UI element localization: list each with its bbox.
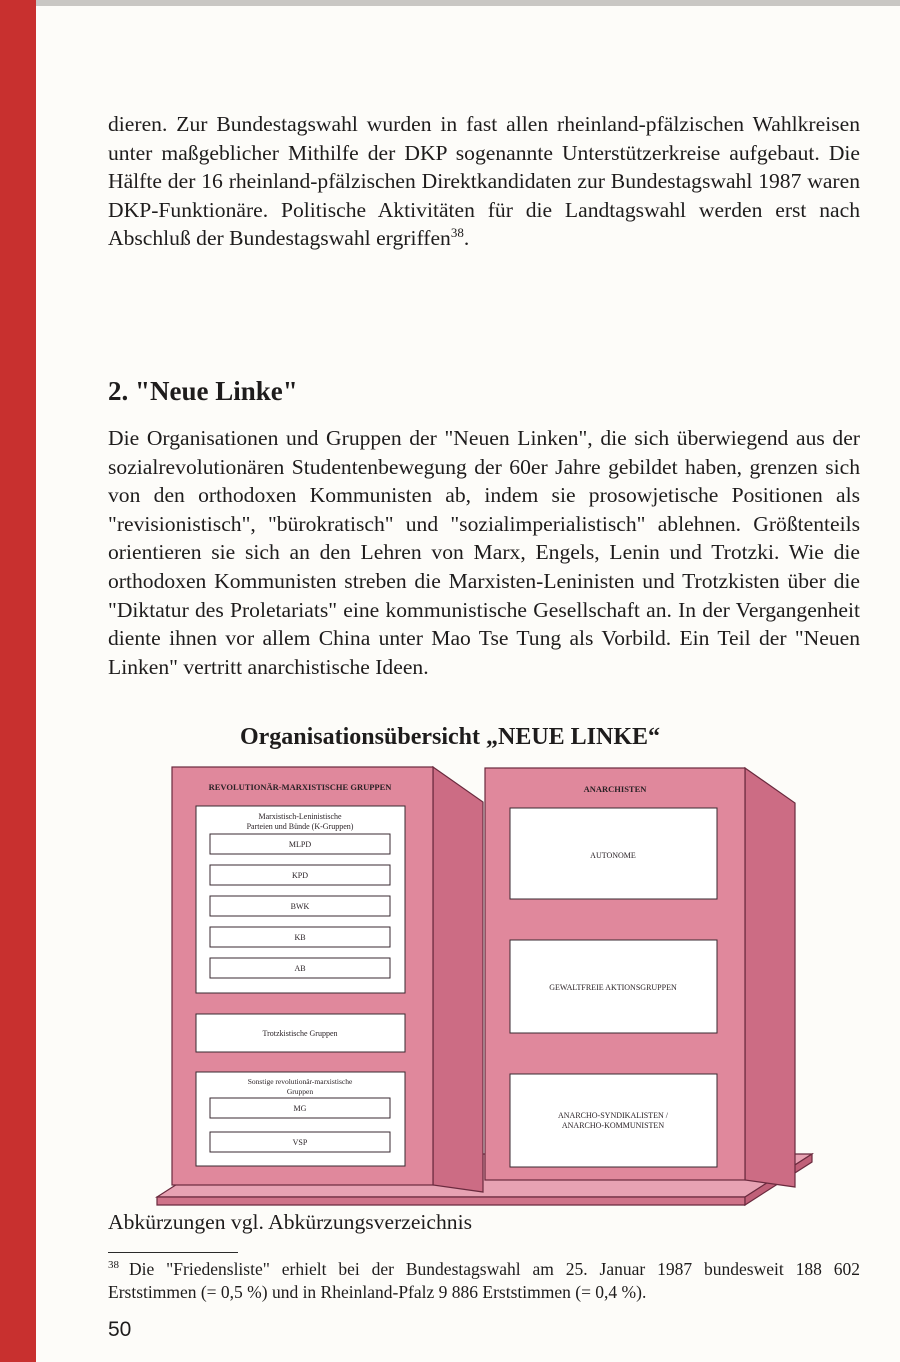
- ml-item-label: BWK: [290, 902, 310, 911]
- footnote-number: 38: [108, 1259, 119, 1272]
- page-number: 50: [108, 1318, 132, 1341]
- other-group-label-2: Gruppen: [286, 1087, 314, 1096]
- gewaltfreie-label: GEWALTFREIE AKTIONSGRUPPEN: [549, 983, 677, 992]
- footnote: [108, 1258, 860, 1304]
- base-front: [157, 1197, 745, 1205]
- left-block-side: [433, 767, 483, 1192]
- ml-group-label-2: Parteien und Bünde (K-Gruppen): [246, 822, 354, 831]
- paragraph-2: Die Organisationen und Gruppen der "Neuen Linken", die sich überwiegend aus der sozialrevolutionären Studentenbewegung der 60er Jahre gebildet haben, grenzen sich von den orthodoxen Kommunisten ab, indem sie prosowjetische Positionen als "revisionistisch", "bürokratisch" und "sozialimperialistisch" ablehnen. Größtenteils orientieren sie sich an den Lehren von Marx, Engels, Lenin und Trotzki. Wie die orthodoxen Kommunisten streben die Marxisten-Leninisten und Trotzkisten über die "Diktatur des Proletariats" eine kommunistische Gesellschaft an. In der Vergangenheit diente ihnen vor allem China unter Mao Tse Tung als Vorbild. Ein Teil der "Neuen Linken" vertritt anarchistische Ideen.: [108, 426, 860, 679]
- footnote-text: Die "Friedensliste" erhielt bei der Bundestagswahl am 25. Januar 1987 bundesweit 188 602 Erststimmen (= 0,5 %) und in Rheinland-Pfalz 9 886 Erststimmen (= 0,4 %).: [108, 1259, 860, 1302]
- figure-caption: Abkürzungen vgl. Abkürzungsverzeichnis: [108, 1210, 473, 1234]
- section-heading: 2. "Neue Linke": [108, 376, 298, 406]
- ml-item-label: KPD: [291, 871, 309, 880]
- autonome-label: AUTONOME: [590, 851, 636, 860]
- ml-item-label: AB: [294, 964, 306, 973]
- paragraph-1: dieren. Zur Bundestagswahl wurden in fast allen rheinland-pfälzischen Wahlkreisen unter maßgeblicher Mithilfe der DKP sogenannte Unterstützerkreise aufgebaut. Die Hälfte der 16 rheinland-pfälzischen Direktkandidaten zur Bundestagswahl 1987 waren DKP-Funktionäre. Politische Aktivitäten für die Landtagswahl werden erst nach Abschluß der Bundestagswahl ergriffen$^{38}$.: [108, 112, 860, 251]
- trotzkist-label: Trotzkistische Gruppen: [262, 1029, 338, 1038]
- organization-diagram: [150, 762, 820, 1210]
- other-item-label: MG: [293, 1104, 307, 1113]
- footnote-ref: 38: [450, 225, 464, 241]
- other-group-label-1: Sonstige revolutionär-marxistische: [247, 1077, 353, 1086]
- ml-item-label: MLPD: [288, 840, 312, 849]
- ml-item-label: KB: [294, 933, 306, 942]
- figure-title: Organisationsübersicht „NEUE LINKE“: [239, 724, 661, 750]
- footnote-rule: [108, 1252, 238, 1253]
- right-block-side: [745, 768, 795, 1187]
- margin-bar: [0, 0, 36, 1362]
- top-edge: [0, 0, 900, 6]
- anarcho-label-2: ANARCHO-KOMMUNISTEN: [561, 1121, 665, 1130]
- left-header: REVOLUTIONÄR-MARXISTISCHE GRUPPEN: [208, 782, 392, 792]
- anarcho-label-1: ANARCHO-SYNDIKALISTEN /: [558, 1111, 668, 1120]
- other-item-label: VSP: [292, 1138, 308, 1147]
- ml-group-label-1: Marxistisch-Leninistische: [258, 812, 342, 821]
- right-header: ANARCHISTEN: [583, 784, 647, 794]
